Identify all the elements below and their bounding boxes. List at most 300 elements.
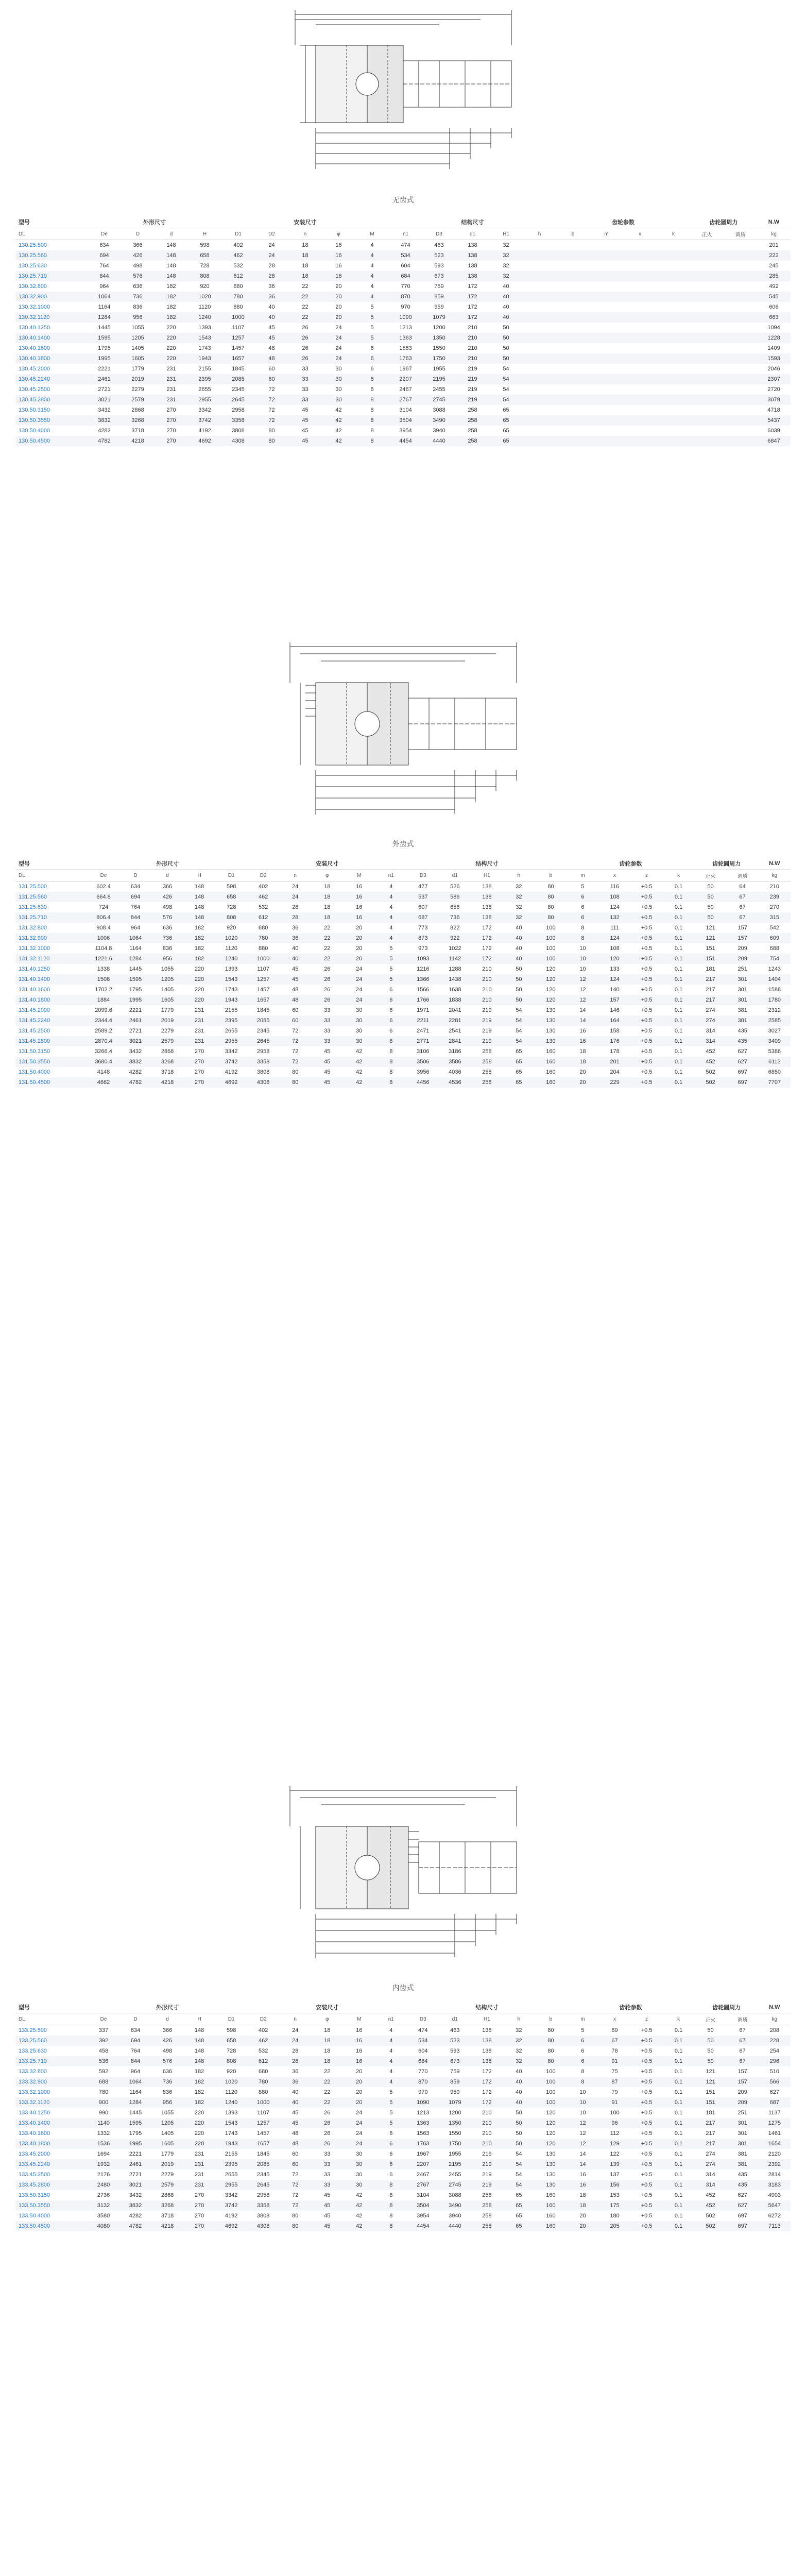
table-cell: 32 xyxy=(503,242,509,248)
table-cell: 728 xyxy=(226,904,236,910)
table-cell: 301 xyxy=(727,995,759,1005)
model-link[interactable]: 130.45.2500 xyxy=(19,386,50,393)
table-cell: 80 xyxy=(547,2027,554,2033)
table-cell: 2745 xyxy=(439,2180,471,2190)
table-cell: 2345 xyxy=(256,1028,270,1034)
model-link[interactable]: 131.25.630 xyxy=(19,904,47,910)
table-cell: 65 xyxy=(503,428,509,434)
table-cell: 2720 xyxy=(767,386,780,393)
table-cell: 2395 xyxy=(215,2159,247,2170)
model-link[interactable]: 133.40.1400 xyxy=(15,2118,88,2128)
model-link[interactable]: 130.25.630 xyxy=(19,263,47,269)
table-cell: +0.5 xyxy=(631,2221,663,2231)
column-header: H1 xyxy=(471,870,503,882)
table-row xyxy=(15,1036,791,1046)
table-cell: 2767 xyxy=(389,395,422,405)
table-cell: 6 xyxy=(355,374,389,384)
table-cell: 366 xyxy=(162,2027,173,2033)
table-cell: 30 xyxy=(356,1007,363,1013)
table-row xyxy=(15,2056,791,2066)
table-cell: 258 xyxy=(468,428,477,434)
table-cell xyxy=(590,405,623,415)
table-cell: 42 xyxy=(335,428,342,434)
table-cell: 6 xyxy=(389,1028,393,1034)
table-cell: 258 xyxy=(471,2200,503,2211)
group-install: 安装尺寸 xyxy=(247,2002,407,2013)
table-cell: 586 xyxy=(439,892,471,902)
table-cell: 32 xyxy=(516,2048,522,2054)
table-cell: 2541 xyxy=(449,1028,461,1034)
table-cell: 4 xyxy=(375,892,407,902)
table-cell: +0.5 xyxy=(631,2056,663,2066)
table-cell: 75 xyxy=(611,2069,618,2075)
table-cell: 1213 xyxy=(417,2110,430,2116)
table-cell: 129 xyxy=(599,2139,631,2149)
table-cell: 0.1 xyxy=(663,1015,695,1026)
table-cell: 8 xyxy=(389,2192,393,2198)
model-link[interactable]: 130.25.560 xyxy=(15,250,88,261)
model-link[interactable]: 130.45.2800 xyxy=(15,395,88,405)
table-cell: 67 xyxy=(727,2036,759,2046)
table-cell: 1955 xyxy=(449,2151,461,2157)
drawing-no-teeth xyxy=(0,4,806,190)
model-link[interactable]: 133.25.630 xyxy=(19,2048,47,2054)
model-link[interactable]: 133.50.4500 xyxy=(15,2221,88,2231)
table-cell: 8 xyxy=(375,2200,407,2211)
table-cell: 100 xyxy=(546,925,556,931)
table-cell: 5647 xyxy=(759,2200,791,2211)
table-cell: +0.5 xyxy=(631,974,663,985)
table-cell: 3742 xyxy=(215,1057,247,1067)
model-link[interactable]: 130.50.3150 xyxy=(19,407,50,413)
table-cell: 42 xyxy=(335,407,342,413)
table-cell xyxy=(623,323,657,333)
table-cell: 627 xyxy=(769,2089,779,2095)
table-row xyxy=(15,2200,791,2211)
model-link[interactable]: 131.45.2000 xyxy=(19,1007,50,1013)
model-link[interactable]: 131.40.1250 xyxy=(19,966,50,972)
table-cell: 45 xyxy=(324,2192,331,2198)
table-cell: 14 xyxy=(579,1007,586,1013)
table-row xyxy=(15,1067,791,1077)
table-cell: 1536 xyxy=(88,2139,119,2149)
column-header: d xyxy=(155,228,188,240)
table-cell: 1884 xyxy=(88,995,119,1005)
table-cell: 26 xyxy=(288,333,322,343)
column-header: b xyxy=(556,228,590,240)
table-cell: 231 xyxy=(155,395,188,405)
table-cell: 16 xyxy=(579,1028,586,1034)
table-cell: 1795 xyxy=(129,2130,142,2137)
table-cell: 2589.2 xyxy=(95,1028,112,1034)
model-link[interactable]: 131.32.900 xyxy=(15,933,88,943)
column-header: h xyxy=(503,2013,535,2025)
model-link[interactable]: 133.25.710 xyxy=(15,2056,88,2066)
table-cell: 20 xyxy=(579,2213,586,2219)
table-cell: 274 xyxy=(695,2159,727,2170)
model-link[interactable]: 133.45.2000 xyxy=(19,2151,50,2157)
model-link[interactable]: 131.32.1000 xyxy=(19,945,50,952)
table-cell: 50 xyxy=(516,2130,522,2137)
table-cell xyxy=(724,240,757,251)
table-cell: 1332 xyxy=(97,2130,110,2137)
model-link[interactable]: 131.50.4000 xyxy=(19,1069,50,1075)
table-cell: 50 xyxy=(707,2048,714,2054)
model-link[interactable]: 131.32.1120 xyxy=(15,954,88,964)
table-cell xyxy=(690,240,724,251)
table-cell: 576 xyxy=(121,271,155,281)
table-cell: 100 xyxy=(610,2110,620,2116)
table-cell: 16 xyxy=(343,2056,375,2066)
table-cell: 72 xyxy=(292,1048,299,1055)
table-cell: 148 xyxy=(194,904,204,910)
table-cell: 54 xyxy=(503,2159,535,2170)
table-cell: 780 xyxy=(98,2089,109,2095)
table-cell xyxy=(556,415,590,426)
table-cell: 634 xyxy=(130,884,141,890)
table-row xyxy=(15,2128,791,2139)
caption-internal-teeth: 内齿式 xyxy=(392,1984,414,1992)
table-cell xyxy=(724,261,757,271)
table-cell: 8 xyxy=(375,1057,407,1067)
table-cell: 4192 xyxy=(198,428,211,434)
table-cell: 45 xyxy=(311,1077,343,1088)
table-cell: 172 xyxy=(482,925,492,931)
table-row xyxy=(15,364,791,374)
model-link[interactable]: 133.45.2240 xyxy=(15,2159,88,2170)
table-cell xyxy=(623,312,657,323)
table-cell: 3490 xyxy=(439,2200,471,2211)
table-cell: 33 xyxy=(302,386,308,393)
model-link[interactable]: 130.25.500 xyxy=(19,242,47,248)
table-cell: 658 xyxy=(188,250,221,261)
table-cell: 22 xyxy=(311,2077,343,2087)
table-cell xyxy=(590,384,623,395)
table-cell: 220 xyxy=(194,2130,204,2137)
model-link[interactable]: 130.32.1000 xyxy=(19,304,50,310)
group-model: 型号 xyxy=(15,216,88,228)
table-cell: 4282 xyxy=(129,1069,142,1075)
model-link[interactable]: 130.40.1800 xyxy=(15,353,88,364)
model-link[interactable]: 131.25.560 xyxy=(15,892,88,902)
table-cell xyxy=(657,323,690,333)
table-cell xyxy=(690,343,724,353)
table-cell: 78 xyxy=(611,2048,618,2054)
table-cell: 219 xyxy=(468,386,477,393)
table-cell: 270 xyxy=(155,415,188,426)
table-cell: 3079 xyxy=(757,395,791,405)
table-cell: 20 xyxy=(356,2089,363,2095)
model-link[interactable]: 130.40.1250 xyxy=(19,325,50,331)
table-cell: 54 xyxy=(489,395,523,405)
table-cell: 0.1 xyxy=(663,2118,695,2128)
model-link[interactable]: 130.25.710 xyxy=(15,271,88,281)
table-cell: 2019 xyxy=(151,2159,183,2170)
table-cell: 1605 xyxy=(151,995,183,1005)
table-cell: 42 xyxy=(343,2200,375,2211)
table-row xyxy=(15,2190,791,2200)
table-cell: +0.5 xyxy=(631,1015,663,1026)
column-header: kg xyxy=(759,2013,791,2025)
table-cell: 18 xyxy=(288,271,322,281)
table-cell: 1563 xyxy=(417,2130,430,2137)
table-cell: 20 xyxy=(356,2069,363,2075)
table-cell: 2655 xyxy=(225,2172,238,2178)
model-link[interactable]: 133.50.3150 xyxy=(19,2192,50,2198)
model-link[interactable]: 130.40.1400 xyxy=(15,333,88,343)
table-cell: 1257 xyxy=(247,2118,279,2128)
table-cell: 315 xyxy=(759,912,791,923)
table-cell: 33 xyxy=(324,1007,331,1013)
table-cell: 130 xyxy=(535,2180,567,2190)
model-link[interactable]: 131.32.800 xyxy=(19,925,47,931)
table-cell: 285 xyxy=(757,271,791,281)
table-cell: 138 xyxy=(456,250,489,261)
model-link[interactable]: 131.25.710 xyxy=(15,912,88,923)
table-cell: 146 xyxy=(610,1007,620,1013)
table-cell: 45 xyxy=(302,407,308,413)
model-link[interactable]: 131.50.3550 xyxy=(15,1057,88,1067)
table-cell xyxy=(556,436,590,446)
table-cell: 16 xyxy=(567,1036,598,1046)
table-cell: 566 xyxy=(759,2077,791,2087)
table-cell xyxy=(724,250,757,261)
table-cell: 100 xyxy=(546,945,556,952)
table-cell: 1240 xyxy=(215,2097,247,2108)
table-cell: 1257 xyxy=(247,974,279,985)
table-cell: 728 xyxy=(200,263,210,269)
column-header: De xyxy=(88,2013,119,2025)
table-cell: 65 xyxy=(503,1057,535,1067)
table-cell: 2471 xyxy=(417,1028,430,1034)
table-cell: 67 xyxy=(599,2036,631,2046)
table-cell: 16 xyxy=(356,904,363,910)
model-link[interactable]: 131.40.1600 xyxy=(19,987,50,993)
table-cell xyxy=(657,415,690,426)
table-cell: 2579 xyxy=(151,1036,183,1046)
table-cell: 120 xyxy=(546,966,556,972)
table-cell: 4308 xyxy=(247,1077,279,1088)
table-cell: 45 xyxy=(288,436,322,446)
table-cell: 33 xyxy=(311,2159,343,2170)
table-cell: 18 xyxy=(302,263,308,269)
table-cell: 1120 xyxy=(225,2089,237,2095)
model-link[interactable]: 133.40.1250 xyxy=(19,2110,50,2116)
table-cell xyxy=(523,250,556,261)
table-cell: 16 xyxy=(322,250,355,261)
table-cell: 4440 xyxy=(422,436,456,446)
model-link[interactable]: 130.50.4500 xyxy=(15,436,88,446)
table-cell: 0.1 xyxy=(674,945,683,952)
table-cell: 112 xyxy=(610,2130,620,2137)
model-link[interactable]: 130.45.2000 xyxy=(19,366,50,372)
table-cell: 301 xyxy=(738,2130,747,2137)
table-cell: 1461 xyxy=(768,2130,781,2137)
table-cell: 50 xyxy=(707,884,714,890)
model-link[interactable]: 133.25.500 xyxy=(19,2027,47,2033)
table-cell: 130 xyxy=(535,2159,567,2170)
model-link[interactable]: 133.25.560 xyxy=(15,2036,88,2046)
table-cell: 1275 xyxy=(759,2118,791,2128)
model-link[interactable]: 130.32.1120 xyxy=(15,312,88,323)
table-cell: 12 xyxy=(567,2139,598,2149)
model-link[interactable]: 131.40.1400 xyxy=(15,974,88,985)
table-cell: 1090 xyxy=(389,312,422,323)
table-cell: 1932 xyxy=(88,2159,119,2170)
table-cell: 1995 xyxy=(119,2139,151,2149)
table-row xyxy=(15,240,791,251)
model-link[interactable]: 130.40.1600 xyxy=(19,345,50,351)
table-cell: 1657 xyxy=(221,353,255,364)
model-link[interactable]: 133.32.900 xyxy=(15,2077,88,2087)
table-cell: 337 xyxy=(98,2027,109,2033)
model-link[interactable]: 131.50.4500 xyxy=(15,1077,88,1088)
model-link[interactable]: 133.32.1120 xyxy=(15,2097,88,2108)
table-cell: 4454 xyxy=(407,2221,439,2231)
column-header: M xyxy=(343,2013,375,2025)
table-cell: 50 xyxy=(503,2139,535,2149)
model-link[interactable]: 133.32.1000 xyxy=(19,2089,50,2095)
table-cell: 452 xyxy=(706,2192,715,2198)
table-column-header xyxy=(15,870,791,882)
table-cell: 4282 xyxy=(129,2213,142,2219)
model-link[interactable]: 131.45.2500 xyxy=(19,1028,50,1034)
table-cell xyxy=(590,415,623,426)
table-cell: 602.4 xyxy=(96,884,111,890)
model-link[interactable]: 130.32.900 xyxy=(15,292,88,302)
table-cell: 130 xyxy=(546,2172,556,2178)
table-cell: 0.1 xyxy=(663,892,695,902)
table-cell: 426 xyxy=(151,2036,183,2046)
model-link[interactable]: 133.40.1600 xyxy=(19,2130,50,2137)
table-cell: 2221 xyxy=(129,1007,142,1013)
table-cell: 0.1 xyxy=(663,954,695,964)
group-structure: 结构尺寸 xyxy=(407,2002,567,2013)
table-cell: 462 xyxy=(221,250,255,261)
table-cell: 182 xyxy=(183,2097,215,2108)
table-cell: +0.5 xyxy=(641,2213,653,2219)
table-cell: 5 xyxy=(389,2110,393,2116)
table-cell: 2955 xyxy=(188,395,221,405)
model-link[interactable]: 133.40.1800 xyxy=(15,2139,88,2149)
table-cell: 69 xyxy=(611,2027,618,2033)
table-cell xyxy=(690,281,724,292)
table-cell: 0.1 xyxy=(674,2089,683,2095)
column-header: D xyxy=(121,228,155,240)
table-cell: 67 xyxy=(727,912,759,923)
model-link[interactable]: 133.50.3550 xyxy=(15,2200,88,2211)
table-cell xyxy=(523,436,556,446)
table-cell: 532 xyxy=(258,2048,268,2054)
table-cell: 2312 xyxy=(768,1007,781,1013)
table-cell: 22 xyxy=(324,2089,331,2095)
model-link[interactable]: 131.45.2800 xyxy=(15,1036,88,1046)
model-link[interactable]: 133.32.800 xyxy=(19,2069,47,2075)
table-cell: 40 xyxy=(255,312,288,323)
table-cell: 22 xyxy=(311,2097,343,2108)
table-cell: 258 xyxy=(482,1048,492,1055)
table-cell: 4718 xyxy=(767,407,780,413)
table-cell: 3718 xyxy=(161,1069,174,1075)
table-cell: 40 xyxy=(489,312,523,323)
table-cell: 210 xyxy=(482,2110,492,2116)
table-cell: 20 xyxy=(356,925,363,931)
table-cell: 634 xyxy=(130,2027,141,2033)
table-cell: 3342 xyxy=(225,1048,238,1055)
column-header: D3 xyxy=(407,2013,439,2025)
table-cell: 40 xyxy=(516,2089,522,2095)
table-cell xyxy=(657,395,690,405)
table-cell: 2155 xyxy=(225,1007,238,1013)
model-link[interactable]: 130.50.4000 xyxy=(19,428,50,434)
model-link[interactable]: 133.45.2500 xyxy=(19,2172,50,2178)
table-row xyxy=(15,384,791,395)
table-cell: 1064 xyxy=(119,933,151,943)
table-cell: 658 xyxy=(215,2036,247,2046)
table-cell: 462 xyxy=(247,892,279,902)
model-link[interactable]: 133.45.2800 xyxy=(15,2180,88,2190)
table-cell: 148 xyxy=(183,2036,215,2046)
table-cell: 2461 xyxy=(88,374,121,384)
table-cell xyxy=(724,312,757,323)
table-cell: 124 xyxy=(599,974,631,985)
table-cell: 3021 xyxy=(119,1036,151,1046)
column-header: DL xyxy=(15,228,88,240)
table-cell xyxy=(657,292,690,302)
model-link[interactable]: 131.40.1800 xyxy=(15,995,88,1005)
model-link[interactable]: 133.50.4000 xyxy=(19,2213,50,2219)
table-cell: 26 xyxy=(324,987,331,993)
model-link[interactable]: 130.32.800 xyxy=(19,283,47,290)
table-cell: 1205 xyxy=(151,2118,183,2128)
table-cell: 217 xyxy=(695,2139,727,2149)
table-cell: 176 xyxy=(599,1036,631,1046)
table-cell: 33 xyxy=(324,2172,331,2178)
table-cell: 50 xyxy=(503,345,509,351)
table-cell: 0.1 xyxy=(663,2056,695,2066)
table-cell: 1657 xyxy=(247,2139,279,2149)
table-cell: 2579 xyxy=(151,2180,183,2190)
table-cell: 1284 xyxy=(88,312,121,323)
table-cell: 20 xyxy=(567,2221,598,2231)
model-link[interactable]: 131.25.500 xyxy=(19,884,47,890)
table-cell: 274 xyxy=(706,2151,715,2157)
table-cell xyxy=(724,364,757,374)
group-install: 安装尺寸 xyxy=(247,858,407,870)
table-cell xyxy=(623,333,657,343)
table-cell: 2279 xyxy=(161,2172,174,2178)
table-cell: 3504 xyxy=(407,2200,439,2211)
table-cell: 604 xyxy=(418,2048,428,2054)
model-link[interactable]: 130.50.3550 xyxy=(15,415,88,426)
group-outline: 外形尺寸 xyxy=(88,858,247,870)
table-cell xyxy=(623,302,657,312)
model-link[interactable]: 131.45.2240 xyxy=(15,1015,88,1026)
table-cell xyxy=(623,281,657,292)
table-cell: 764 xyxy=(130,2048,141,2054)
model-link[interactable]: 130.45.2240 xyxy=(15,374,88,384)
table-cell: 220 xyxy=(183,995,215,1005)
model-link[interactable]: 131.50.3150 xyxy=(19,1048,50,1055)
table-cell: 182 xyxy=(194,945,204,952)
table-cell: 1079 xyxy=(422,312,456,323)
table-cell: 1064 xyxy=(88,292,121,302)
table-cell: 48 xyxy=(292,2130,299,2137)
table-cell xyxy=(724,405,757,415)
table-cell xyxy=(556,374,590,384)
table-cell: 80 xyxy=(268,428,275,434)
column-header: D2 xyxy=(255,228,288,240)
